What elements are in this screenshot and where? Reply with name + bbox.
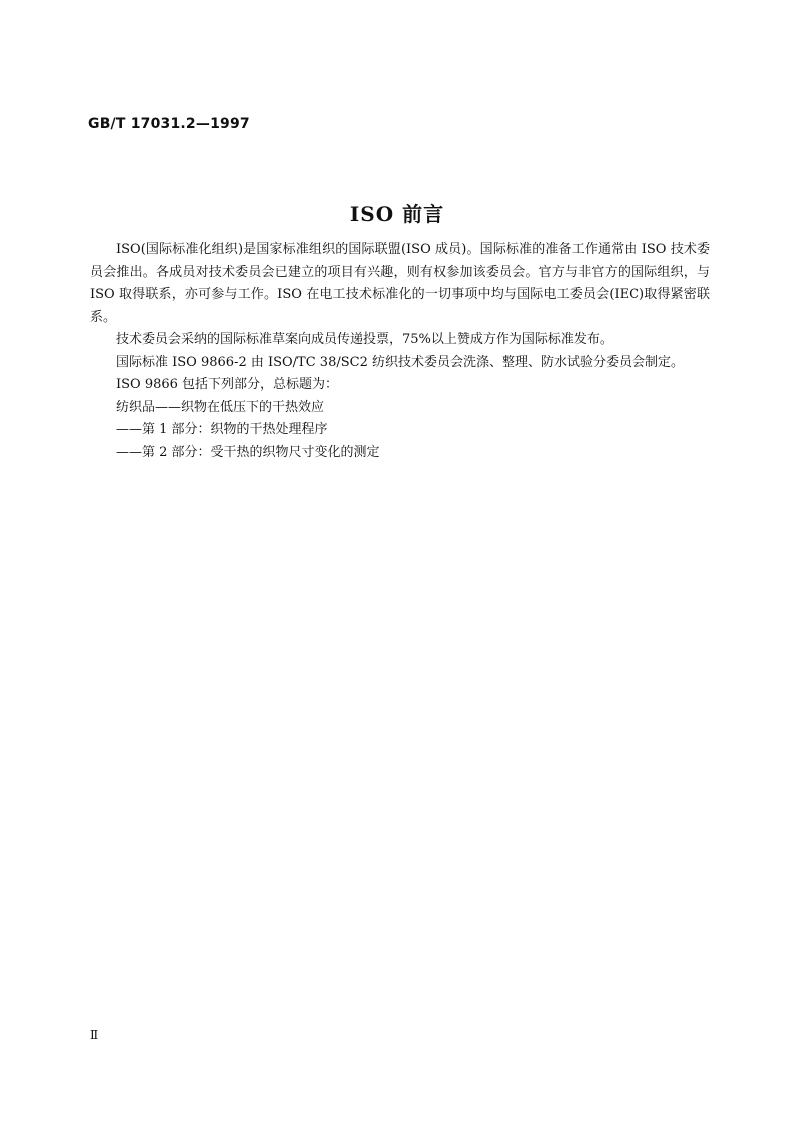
list-item-part-1: ——第 1 部分：织物的干热处理程序 xyxy=(116,422,328,437)
standard-code: GB/T 17031.2—1997 xyxy=(88,116,250,132)
body-text xyxy=(90,239,710,464)
list-item-general-title: 纺织品——织物在低压下的干热效应 xyxy=(116,399,325,415)
paragraph-voting: 技术委员会采纳的国际标准草案向成员传递投票，75%以上赞成方作为国际标准发布。 xyxy=(116,332,613,347)
paragraph-iso-intro: ISO(国际标准化组织)是国家标准组织的国际联盟(ISO 成员)。国际标准的准备工作通常由 ISO 技术委员会推出。各成员对技术委员会已建立的项目有兴趣，则有权参加该委员会。官方与非官方的国际组织，与 ISO 取得联系，亦可参与工作。ISO 在电工技术标准化的一切事项中均与国际电工委员会(IEC)取得紧密联系。 xyxy=(90,242,710,325)
paragraph-committee: 国际标准 ISO 9866-2 由 ISO/TC 38/SC2 纺织技术委员会洗涤、整理、防水试验分委员会制定。 xyxy=(116,354,684,370)
page-number: Ⅱ xyxy=(90,1028,99,1042)
paragraph-parts-intro: ISO 9866 包括下列部分，总标题为： xyxy=(116,377,339,392)
page-title: ISO 前言 xyxy=(349,202,445,226)
list-item-part-2: ——第 2 部分：受干热的织物尺寸变化的测定 xyxy=(116,444,380,460)
